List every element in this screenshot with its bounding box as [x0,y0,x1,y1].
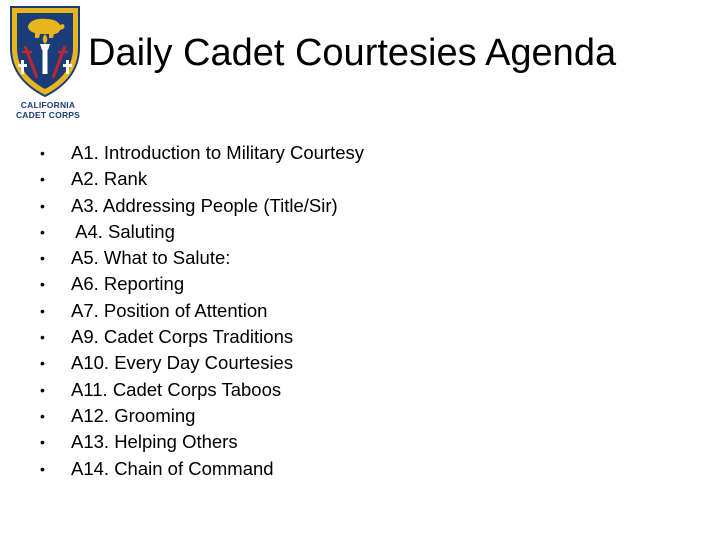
bullet-icon: • [40,223,45,240]
bullet-icon: • [40,329,45,346]
bullet-icon: • [40,302,45,319]
agenda-item-text: A3. Addressing People (Title/Sir) [71,194,338,216]
bullet-icon: • [40,197,45,214]
agenda-item-text: A10. Every Day Courtesies [71,352,294,374]
bullet-icon: • [40,434,45,451]
agenda-item-text: A1. Introduction to Military Courtesy [71,142,365,163]
logo-text-line2: CADET CORPS [15,110,81,120]
agenda-item-text: A7. Position of Attention [71,299,268,321]
agenda-item-text: A2. Rank [71,168,148,190]
bullet-icon: • [40,250,45,267]
agenda-item-text: A4. Saluting [71,220,175,242]
bullet-icon: • [40,460,45,477]
shield-emblem-icon [8,4,82,98]
slide-title: Daily Cadet Courtesies Agenda [88,32,617,74]
agenda-item-text: A11. Cadet Corps Taboos [71,378,282,400]
bullet-icon: • [40,355,45,372]
bullet-icon: • [40,407,45,424]
agenda-item-text: A6. Reporting [71,273,185,295]
agenda-item-text: A14. Chain of Command [71,457,274,479]
agenda-item-text: A9. Cadet Corps Traditions [71,326,294,348]
agenda-item-text: A13. Helping Others [71,431,238,453]
bullet-icon: • [40,381,45,398]
logo-text-line1: CALIFORNIA [20,100,76,110]
bullet-icon: • [40,171,45,188]
bullet-icon: • [40,276,45,293]
bullet-icon: • [40,145,45,161]
agenda-item-text: A12. Grooming [71,404,196,426]
california-cadet-corps-logo [6,4,86,122]
logo-caption [6,100,90,120]
agenda-item-text: A5. What to Salute: [71,247,231,269]
